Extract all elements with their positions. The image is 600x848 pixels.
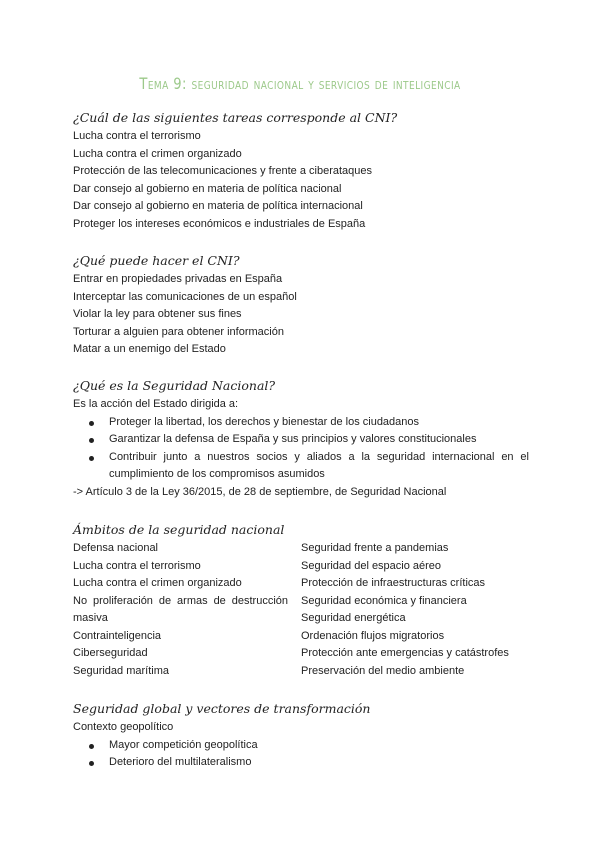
- list-item: Seguridad energética: [301, 612, 406, 624]
- left-column: [73, 540, 301, 680]
- bullet-item: Contribuir junto a nuestros socios y aliados a la seguridad internacional en el cumplimiento de los compromisos asumidos: [73, 449, 529, 484]
- section-global-security: [73, 699, 529, 772]
- section-heading: Seguridad global y vectores de transformación: [73, 701, 371, 716]
- section-heading: Ámbitos de la seguridad nacional: [73, 522, 285, 537]
- law-reference: -> Artículo 3 de la Ley 36/2015, de 28 de septiembre, de Seguridad Nacional: [73, 485, 447, 498]
- list-item: Torturar a alguien para obtener información: [73, 325, 284, 338]
- section-cni-tasks: [73, 108, 529, 233]
- right-column: [301, 540, 529, 680]
- bullet-list: [73, 737, 529, 772]
- list-item: Seguridad económica y financiera: [301, 594, 467, 607]
- list-item: Seguridad frente a pandemias: [301, 542, 449, 554]
- list-item: Entrar en propiedades privadas en España: [73, 273, 283, 285]
- list-item: Preservación del medio ambiente: [301, 664, 465, 677]
- list-item: Protección ante emergencias y catástrofes: [301, 647, 509, 659]
- bullet-item: Deterioro del multilateralismo: [73, 754, 529, 772]
- section-cni-powers: [73, 251, 529, 359]
- bullet-list: [73, 414, 529, 484]
- list-item: Ordenación flujos migratorios: [301, 629, 445, 642]
- list-item: Matar a un enemigo del Estado: [73, 343, 226, 355]
- list-item: Proteger los intereses económicos e industriales de España: [73, 217, 366, 230]
- section-heading: ¿Qué puede hacer el CNI?: [73, 253, 240, 268]
- bullet-item: Mayor competición geopolítica: [73, 737, 529, 755]
- list-item: Defensa nacional: [73, 542, 159, 554]
- intro-text: Es la acción del Estado dirigida a:: [73, 398, 239, 410]
- section-national-security: [73, 376, 529, 501]
- list-item: Protección de infraestructuras críticas: [301, 577, 486, 589]
- intro-text: Contexto geopolítico: [73, 721, 174, 733]
- section-heading: ¿Cuál de las siguientes tareas corresponde al CNI?: [73, 110, 398, 125]
- list-item: Lucha contra el crimen organizado: [73, 577, 242, 589]
- list-item: Dar consejo al gobierno en materia de política nacional: [73, 182, 342, 195]
- section-security-areas: [73, 520, 529, 680]
- list-item: Protección de las telecomunicaciones y frente a ciberataques: [73, 165, 373, 177]
- list-item: Dar consejo al gobierno en materia de política internacional: [73, 200, 363, 212]
- list-item: Ciberseguridad: [73, 647, 148, 659]
- bullet-item: Proteger la libertad, los derechos y bienestar de los ciudadanos: [73, 414, 529, 432]
- list-item: Interceptar las comunicaciones de un español: [73, 290, 297, 303]
- list-item: Violar la ley para obtener sus fines: [73, 308, 242, 320]
- section-heading: ¿Qué es la Seguridad Nacional?: [73, 378, 276, 393]
- list-item: Seguridad del espacio aéreo: [301, 559, 442, 572]
- bullet-item: Garantizar la defensa de España y sus principios y valores constitucionales: [73, 431, 529, 449]
- list-item: Contrainteligencia: [73, 629, 162, 642]
- list-item: No proliferación de armas de destrucción masiva: [73, 594, 288, 624]
- document-title: Tema 9: seguridad nacional y servicios de inteligencia: [139, 74, 461, 93]
- list-item: Lucha contra el terrorismo: [73, 130, 201, 142]
- list-item: Lucha contra el crimen organizado: [73, 147, 242, 160]
- list-item: Lucha contra el terrorismo: [73, 559, 201, 572]
- list-item: Seguridad marítima: [73, 664, 169, 677]
